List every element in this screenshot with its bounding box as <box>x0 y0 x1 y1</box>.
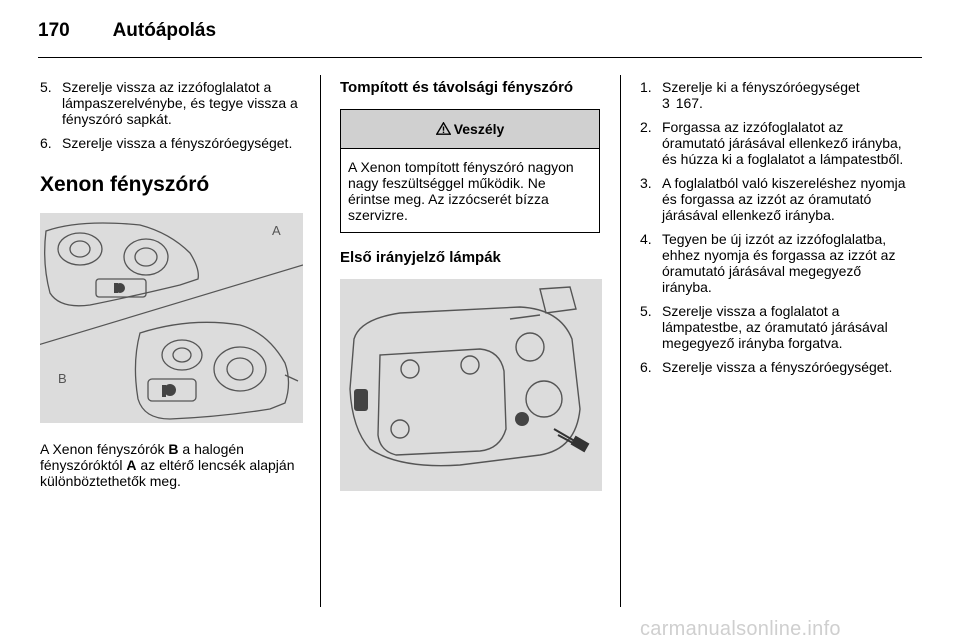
step-text: Szerelje vissza a fényszóróegységet. <box>62 135 293 151</box>
watermark: carmanualsonline.info <box>640 618 841 640</box>
page-number: 170 <box>38 20 70 41</box>
page-ref-icon: 3 <box>662 95 670 111</box>
step-number: 2. <box>640 119 652 135</box>
list-item <box>640 231 910 295</box>
caption-text: A Xenon fényszórók <box>40 441 169 457</box>
list-item <box>640 119 910 167</box>
caption-bold-a: A <box>126 457 137 473</box>
figure-caption <box>40 441 305 489</box>
header-rule <box>38 57 922 58</box>
page-header <box>38 20 216 42</box>
indicator-lamp-figure <box>340 279 602 491</box>
step-number: 1. <box>640 79 652 95</box>
figure-label-a: A <box>272 223 281 238</box>
warning-header <box>341 110 599 149</box>
step-number: 3. <box>640 175 652 191</box>
step-text: Szerelje vissza a fényszóróegységet. <box>662 359 893 375</box>
step-text: Forgassa az izzófoglalatot az óramutató járásával ellenkező irányba, és húzza ki a foglalatot a lámpatestből. <box>662 119 904 167</box>
column-divider-2 <box>620 75 621 607</box>
step-list-1 <box>40 79 305 151</box>
step-text: Szerelje ki a fényszóróegységet <box>662 79 860 95</box>
step-number: 6. <box>640 359 652 375</box>
list-item <box>640 79 910 111</box>
section-heading-low-high-beam: Tompított és távolsági fényszóró <box>340 79 574 96</box>
step-text: Szerelje vissza a foglalatot a lámpatestbe, az óramutató járásával megegyező irányba forgatva. <box>662 303 888 351</box>
caption-text: az eltérő lencsék alapján különböztethetők meg. <box>40 457 295 489</box>
column-2 <box>340 79 602 491</box>
page-ref-link[interactable]: 167. <box>675 95 703 111</box>
step-number: 5. <box>40 79 52 95</box>
caption-text: a halogén fényszóróktól <box>40 441 244 473</box>
caption-bold-b: B <box>168 441 179 457</box>
list-item <box>40 79 305 127</box>
list-item <box>640 359 910 375</box>
list-item <box>640 175 910 223</box>
step-list-3 <box>640 79 910 375</box>
warning-triangle-icon <box>436 110 451 148</box>
section-heading-indicator: Első irányjelző lámpák <box>340 249 501 266</box>
figure-label-b: B <box>58 371 67 386</box>
step-number: 6. <box>40 135 52 151</box>
step-text: Tegyen be új izzót az izzófoglalatba, ehhez nyomja és forgassa az izzót az óramutató járásával megegyező irányba. <box>662 231 896 295</box>
warning-body: A Xenon tompított fényszóró nagyon nagy feszültséggel működik. Ne érintse meg. Az izzócserét bízza szervizre. <box>348 159 574 223</box>
list-item <box>640 303 910 351</box>
xenon-headlight-figure <box>40 213 303 423</box>
column-3 <box>640 79 910 383</box>
warning-box <box>340 109 600 233</box>
step-text: Szerelje vissza az izzófoglalatot a lámpaszerelvénybe, és tegye vissza a fényszóró sapkát. <box>62 79 298 127</box>
step-text: A foglalatból való kiszereléshez nyomja és forgassa az izzót az óramutató járásával ellenkező irányba. <box>662 175 906 223</box>
column-1 <box>40 79 305 489</box>
column-divider-1 <box>320 75 321 607</box>
step-number: 4. <box>640 231 652 247</box>
page-title: Autóápolás <box>112 20 217 41</box>
section-heading-xenon: Xenon fényszóró <box>40 173 210 196</box>
warning-title: Veszély <box>453 121 505 137</box>
list-item <box>40 135 305 151</box>
step-number: 5. <box>640 303 652 319</box>
